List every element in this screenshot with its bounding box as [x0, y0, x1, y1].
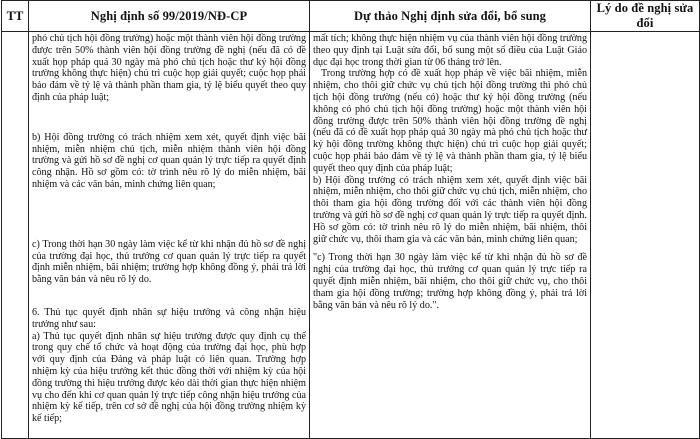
decree-paragraph: b) Hội đồng trường có trách nhiệm xem xét, quyết định việc bãi nhiệm, miễn nhiệm chủ tịch, miễn nhiệm thành viên hội đồng trường và gửi hồ sơ đề nghị cơ quan quản lý trực tiếp ra quyết định công nhận. Hồ sơ gồm có: tờ trình nêu rõ lý do miễn nhiệm, bãi nhiệm và các văn bản, minh chứng liên quan;	[32, 131, 306, 190]
draft-paragraph: "c) Trong thời hạn 30 ngày làm việc kể từ khi nhận đủ hồ sơ đề nghị của trường đại học, thủ trưởng cơ quan quản lý trực tiếp ra quyết định miễn nhiệm, bãi nhiệm, cho thôi giữ chức vụ, cho thôi tham gia hội đồng trường; trường hợp không đồng ý, phải trả lời bằng văn bản và nêu rõ lý do.".	[313, 252, 587, 311]
table-header-row	[2, 1, 700, 32]
reason-cell	[591, 32, 700, 439]
comparison-table	[1, 0, 700, 439]
header-decree: Nghị định số 99/2019/NĐ-CP	[29, 1, 310, 32]
decree-cell	[29, 32, 310, 439]
header-reason: Lý do đề nghị sửa đổi	[591, 1, 700, 32]
table-row	[2, 32, 700, 439]
header-tt: TT	[2, 1, 29, 32]
header-draft: Dự thảo Nghị định sửa đổi, bổ sung	[310, 1, 591, 32]
decree-paragraph: c) Trong thời hạn 30 ngày làm việc kể từ khi nhận đủ hồ sơ đề nghị của trường đại học, thủ trưởng cơ quan quản lý trực tiếp ra quyết định miễn nhiệm, bãi nhiệm; trường hợp không đồng ý, phải trả lời bằng văn bản và nêu rõ lý do.	[32, 238, 306, 286]
draft-paragraph: mất tích; không thực hiện nhiệm vụ của thành viên hội đồng trường theo quy định tại Luật sửa đổi, bổ sung một số điều của Luật Giáo dục đại học trong thời gian từ 06 tháng trở lên.	[313, 33, 587, 68]
decree-paragraph: 6. Thủ tục quyết định nhân sự hiệu trưởng và công nhận hiệu trưởng như sau:	[32, 306, 306, 330]
draft-cell	[310, 32, 591, 439]
tt-cell	[2, 32, 29, 439]
draft-paragraph: Trong trường hợp có đề xuất họp pháp về việc bãi nhiệm, miễn nhiệm, cho thôi giữ chức vụ chủ tịch hội đồng trường thì phó chủ tịch hội đồng trường (nếu có) hoặc thư ký hội đồng trường (nếu không có phó chủ tịch hội đồng trường) hoặc một thành viên hội đồng trường được trên 50% thành viên hội đồng trường đề nghị (nếu đã có đề xuất họp pháp quá 30 ngày mà phó chủ tịch hoặc thư ký hội đồng trường không thực hiện) chủ trì cuộc họp giải quyết; cuộc họp phải bảo đảm về tỷ lệ và thành phần tham gia, tỷ lệ biểu quyết theo quy định của pháp luật;	[313, 68, 587, 174]
decree-paragraph: a) Thủ tục quyết định nhân sự hiệu trưởng được quy định cụ thể trong quy chế tổ chức và hoạt động của trường đại học, phù hợp với quy định của Đảng và pháp luật có liên quan. Trường hợp nhiệm kỳ của hiệu trưởng kết thúc đồng thời với nhiệm kỳ của hội đồng trường thì hiệu trưởng được kéo dài thời gian thực hiện nhiệm vụ cho đến khi cơ quan quản lý trực tiếp công nhận hiệu trưởng của nhiệm kỳ kế tiếp, trên cơ sở đề nghị của hội đồng trường nhiệm kỳ kế tiếp;	[32, 330, 306, 425]
decree-paragraph: phó chủ tịch hội đồng trường) hoặc một thành viên hội đồng trường được trên 50% thành viên hội đồng trường đề nghị (nếu đã có đề xuất họp pháp quá 30 ngày mà phó chủ tịch hoặc thư ký hội đồng trường không thực hiện) chủ trì cuộc họp giải quyết; cuộc họp phải bảo đảm về tỷ lệ và thành phần tham gia, tỷ lệ biểu quyết theo quy định của pháp luật;	[32, 33, 306, 103]
draft-paragraph: b) Hội đồng trường có trách nhiệm xem xét, quyết định việc bãi nhiệm, miễn nhiệm, cho thôi giữ chức vụ chủ tịch, miễn nhiệm, cho thôi tham gia hội đồng trường đối với các thành viên hội đồng trường và gửi hồ sơ đề nghị cơ quan quản lý trực tiếp ra quyết định. Hồ sơ gồm có: tờ trình nêu rõ lý do miễn nhiệm, bãi nhiệm, thôi giữ chức vụ, thôi tham gia và các văn bản, minh chứng liên quan;	[313, 174, 587, 245]
